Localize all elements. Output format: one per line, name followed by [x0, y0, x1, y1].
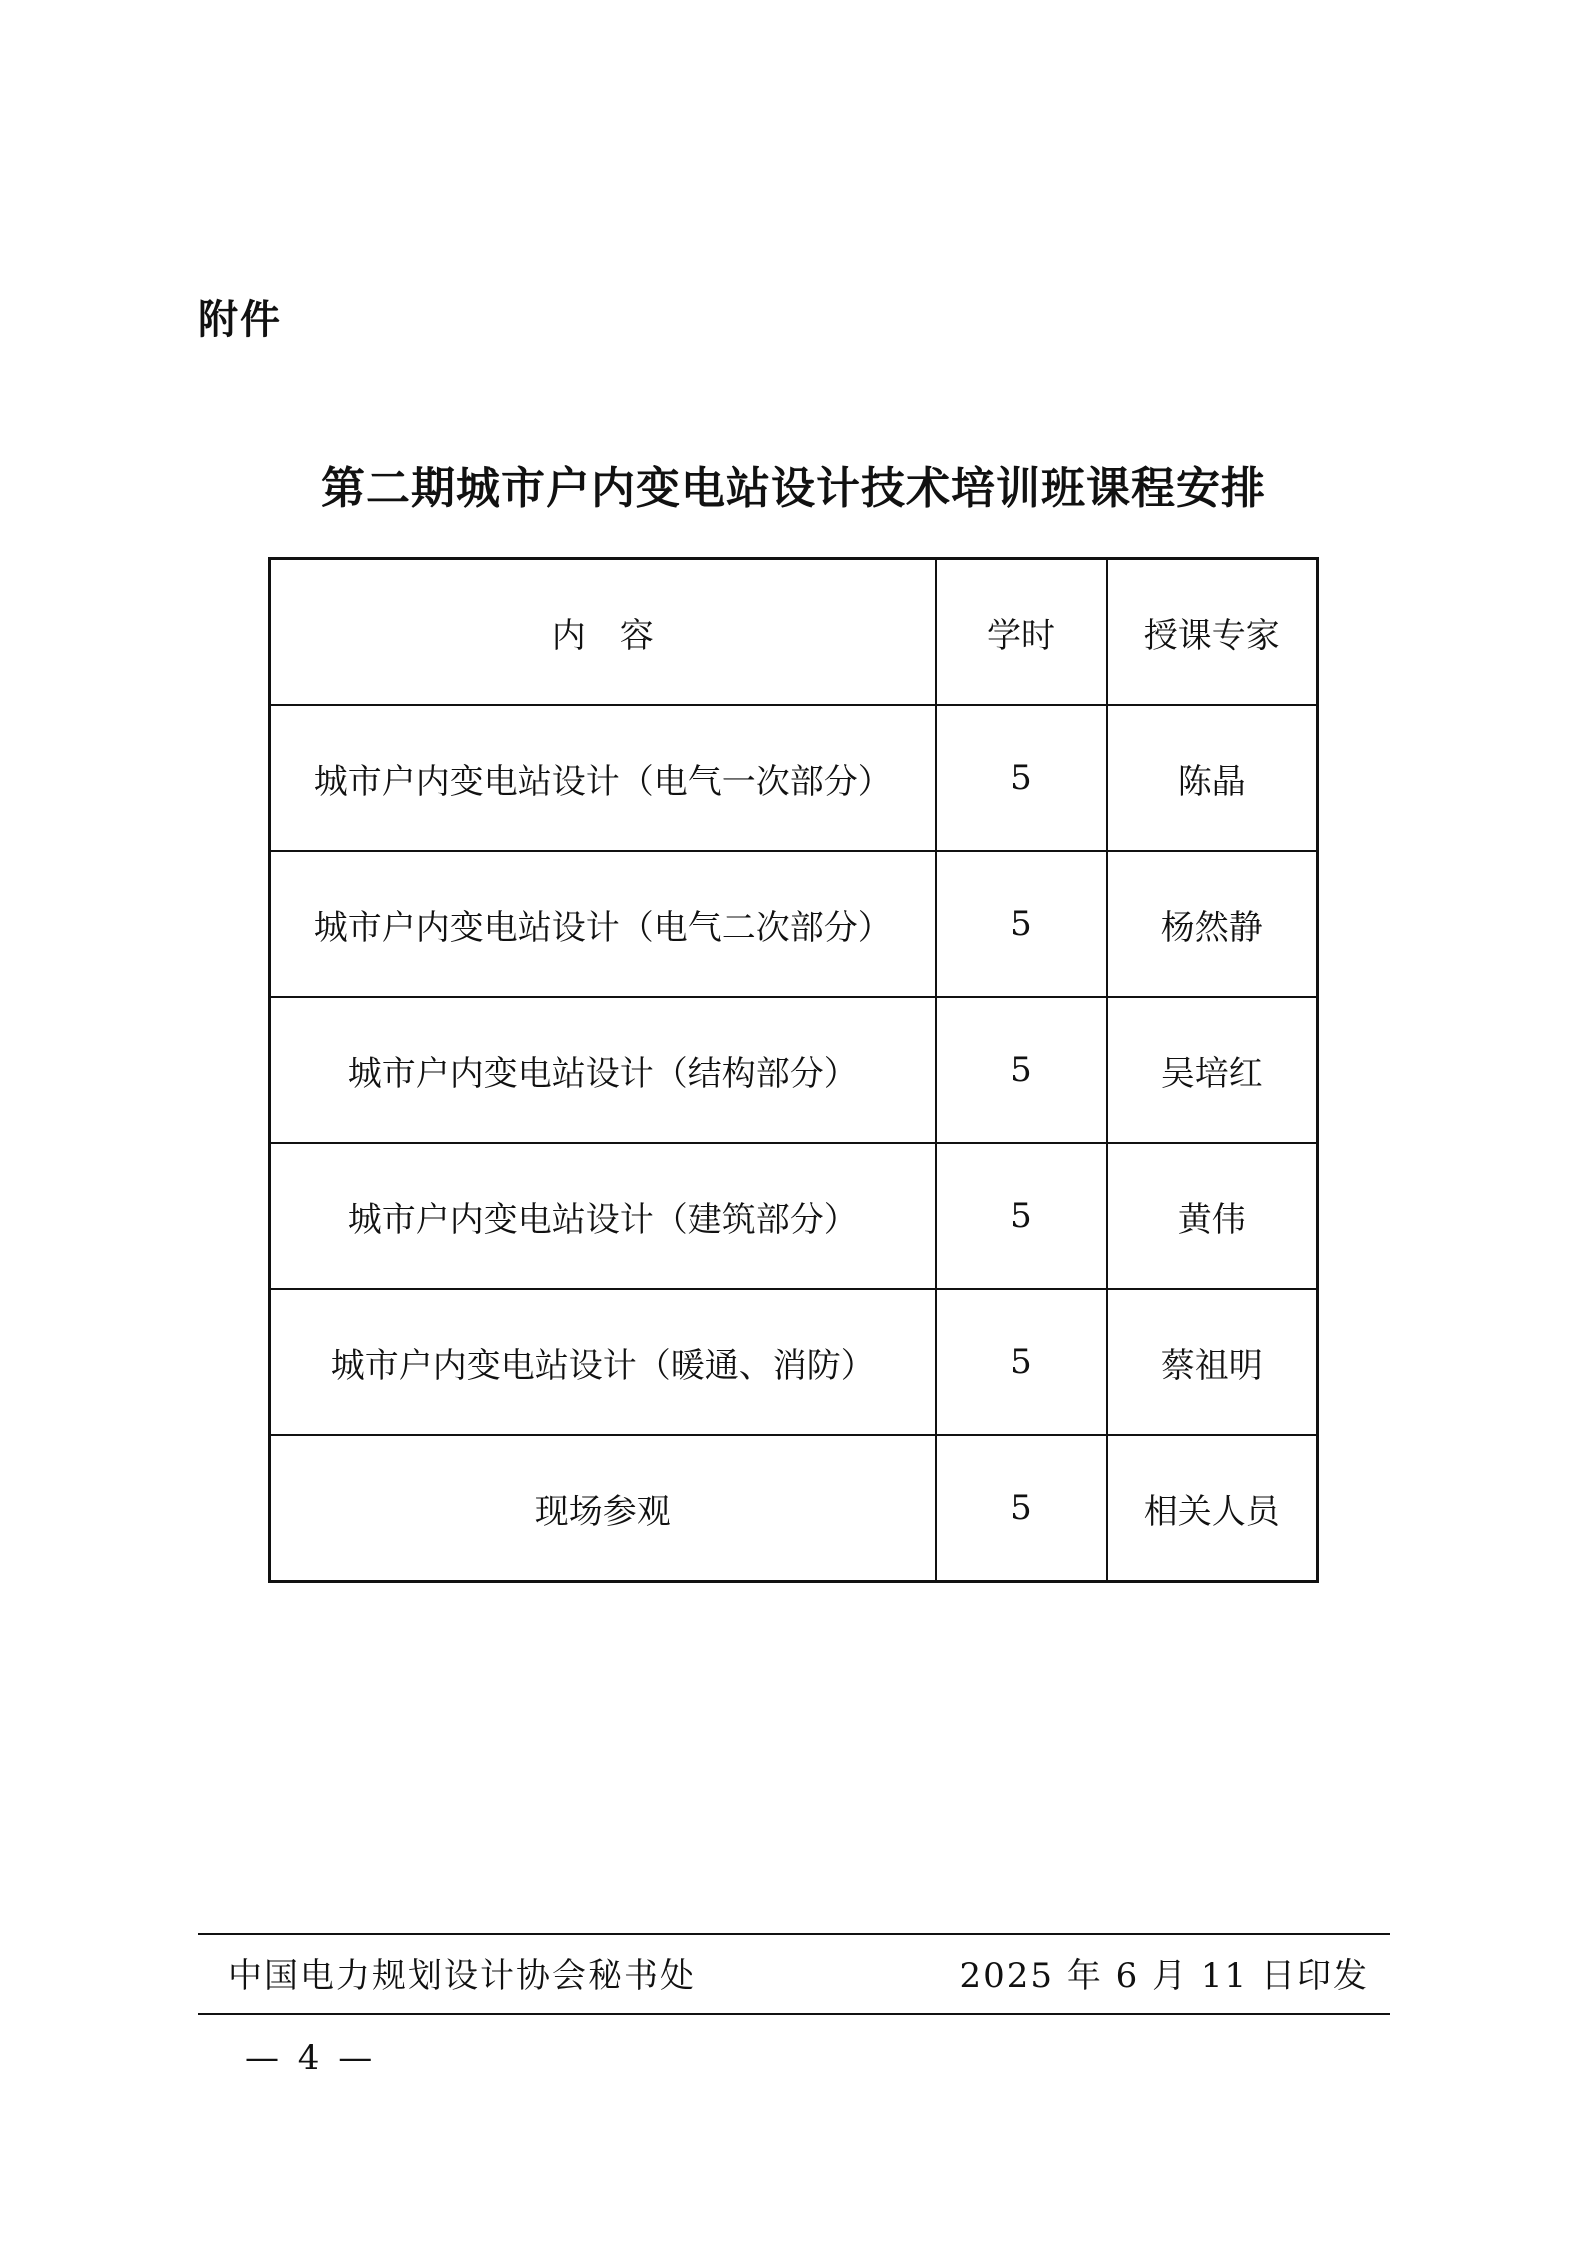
- row-content: 现场参观: [270, 1435, 936, 1582]
- row-content: 城市户内变电站设计（电气二次部分）: [270, 851, 936, 997]
- table-row: [270, 1435, 1318, 1582]
- row-hours: 5: [936, 997, 1107, 1143]
- footer-bottom-divider: [198, 2013, 1390, 2015]
- row-hours: 5: [936, 1143, 1107, 1289]
- row-expert: 吴培红: [1107, 997, 1318, 1143]
- course-schedule-table: [268, 557, 1319, 1583]
- table-row: [270, 851, 1318, 997]
- row-hours: 5: [936, 705, 1107, 851]
- row-hours: 5: [936, 1435, 1107, 1582]
- table-row: [270, 705, 1318, 851]
- table-row: [270, 1143, 1318, 1289]
- row-expert: 相关人员: [1107, 1435, 1318, 1582]
- row-content: 城市户内变电站设计（建筑部分）: [270, 1143, 936, 1289]
- row-hours: 5: [936, 851, 1107, 997]
- row-content: 城市户内变电站设计（暖通、消防）: [270, 1289, 936, 1435]
- header-expert: 授课专家: [1107, 559, 1318, 706]
- attachment-label: 附件: [198, 297, 282, 343]
- row-expert: 蔡祖明: [1107, 1289, 1318, 1435]
- row-content: 城市户内变电站设计（结构部分）: [270, 997, 936, 1143]
- footer-top-divider: [198, 1933, 1390, 1935]
- footer-organization: 中国电力规划设计协会秘书处: [228, 1956, 696, 1996]
- row-content: 城市户内变电站设计（电气一次部分）: [270, 705, 936, 851]
- footer-issue-date: 2025 年 6 月 11 日印发: [959, 1956, 1369, 1996]
- row-expert: 陈晶: [1107, 705, 1318, 851]
- row-expert: 黄伟: [1107, 1143, 1318, 1289]
- page-number: — 4 —: [245, 2038, 377, 2078]
- row-hours: 5: [936, 1289, 1107, 1435]
- table-header-row: [270, 559, 1318, 706]
- document-title: 第二期城市户内变电站设计技术培训班课程安排: [321, 463, 1266, 514]
- table-row: [270, 997, 1318, 1143]
- header-content: 内 容: [270, 559, 936, 706]
- table-row: [270, 1289, 1318, 1435]
- header-hours: 学时: [936, 559, 1107, 706]
- row-expert: 杨然静: [1107, 851, 1318, 997]
